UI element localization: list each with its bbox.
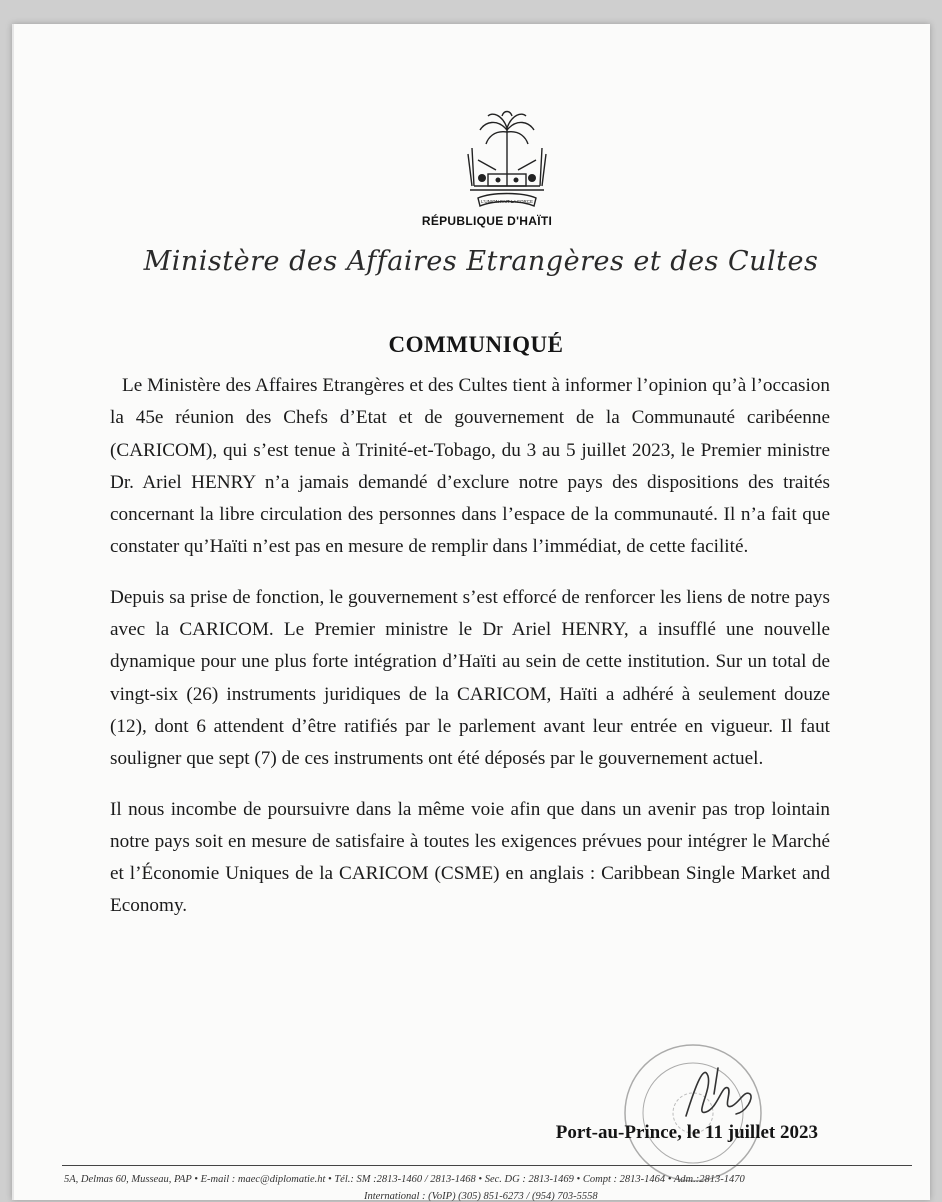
paragraph-2: Depuis sa prise de fonction, le gouvernement s’est efforcé de renforcer les liens de notre pays avec la CARICOM. Le Premier ministre le Dr Ariel HENRY, a insufflé une nouvelle dynamique pour une plus forte intégration d’Haïti au sein de cette institution. Sur un total de vingt-six (26) instruments juridiques de la CARICOM, Haïti a adhéré à seulement douze (12), dont 6 attendent d’être ratifiés par le parlement avant leur entrée en vigueur. Il faut souligner que sept (7) de ces instruments ont été déposés par le gouvernement actuel. <box>110 586 830 770</box>
footer-divider <box>62 1165 912 1166</box>
emblem-motto: L'UNION FAIT LA FORCE <box>480 199 534 204</box>
footer-contact <box>64 1174 914 1202</box>
document-title: COMMUNIQUÉ <box>388 332 564 357</box>
communique-body <box>110 370 830 923</box>
paragraph-1: Le Ministère des Affaires Etrangères et des Cultes tient à informer l’opinion qu’à l’occasion la 45e réunion des Chefs d’Etat et de gouvernement de la Communauté caribéenne (CARICOM), qui s’est tenue à Trinité-et-Tobago, du 3 au 5 juillet 2023, le Premier ministre Dr. Ariel HENRY n’a jamais demandé d’exclure notre pays des dispositions des traités concernant la libre circulation des personnes dans l’espace de la communauté. Il n’a fait que constater qu’Haïti n’est pas en mesure de remplir dans l’immédiat, de cette facilité. <box>110 375 830 558</box>
letter-page <box>12 24 930 1200</box>
ministry-name: Ministère des Affaires Etrangères et des Cultes <box>143 246 819 277</box>
paragraph-3: Il nous incombe de poursuivre dans la même voie afin que dans un avenir pas trop lointain notre pays soit en mesure de satisfaire à toutes les exigences prévues pour intégrer le Marché et l’Économie Uniques de la CARICOM (CSME) en anglais : Caribbean Single Market and Economy. <box>110 798 830 917</box>
republic-heading: RÉPUBLIQUE D'HAÏTI <box>421 214 553 228</box>
footer-line-1: 5A, Delmas 60, Musseau, PAP • E-mail : maec@diplomatie.ht • Tél.: SM :2813-1460 / 2813-1468 • Sec. DG : 2813-1469 • Compt : 2813-1464 • Adm.:2813-1470 <box>64 1174 745 1185</box>
place-and-date: Port-au-Prince, le 11 juillet 2023 <box>555 1122 818 1143</box>
footer-line-2: International : (VoIP) (305) 851-6273 / (954) 703-5558 <box>364 1191 598 1202</box>
coat-of-arms-emblem <box>452 108 562 220</box>
